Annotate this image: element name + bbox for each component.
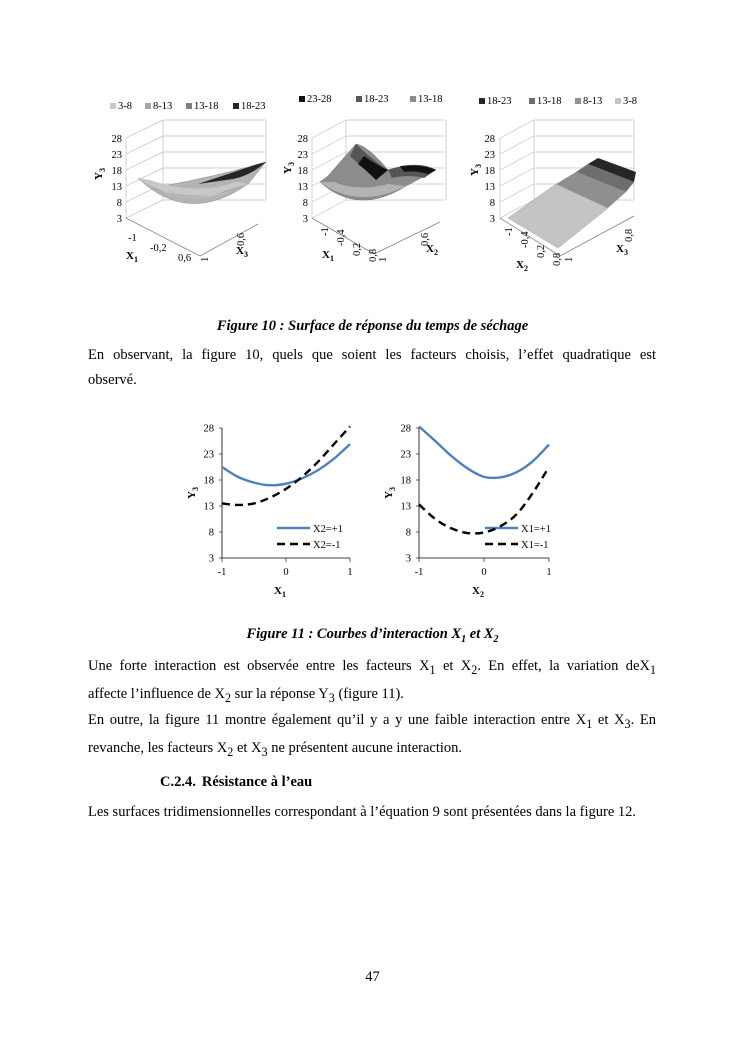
section-number: C.2.4.	[160, 774, 196, 790]
y-axis-label: $Y_3$	[383, 487, 397, 499]
caption-text: Figure 11 : Courbes d’interaction X	[246, 626, 462, 642]
y-tick-label: 18	[400, 475, 411, 487]
x-tick-label: -1	[414, 567, 424, 578]
legend-swatch	[186, 103, 192, 109]
section-title: Résistance à l’eau	[201, 774, 313, 790]
x-tick: -1	[504, 227, 515, 236]
y-tick-label: 8	[208, 527, 214, 539]
panel-legend	[479, 96, 637, 107]
text-line: Les surfaces tridimensionnelles correspondant à l’équation 9 sont présentées dans la figure 12.	[88, 804, 637, 820]
interaction-chart-x1	[186, 424, 353, 600]
y-tick-label: 3	[405, 553, 411, 565]
x-axis-label: $X_2$	[516, 259, 528, 273]
y-axis-label: $Y_3$	[469, 164, 483, 176]
legend-label: X2=+1	[313, 524, 343, 535]
text-line: observé.	[88, 371, 137, 388]
depth-axis-label: $X_2$	[426, 243, 438, 257]
y-axis-label-sub: 3	[191, 487, 200, 492]
figure-11-chart-area	[185, 420, 565, 600]
legend-label: 13-18	[537, 96, 562, 107]
depth-tick: 1	[378, 256, 389, 262]
legend-swatch	[529, 98, 535, 104]
x-axis-label: $X_1$	[274, 585, 286, 599]
legend-label: 18-23	[364, 94, 389, 105]
y-axis-label-sub: 3	[388, 487, 397, 492]
x-axis-label: $X_1$	[322, 249, 334, 263]
legend-label: 13-18	[194, 101, 219, 112]
x-tick-label: 1	[347, 567, 353, 578]
paragraph-interaction	[88, 654, 656, 711]
y-tick-label: 13	[400, 501, 411, 513]
y-tick: 3	[489, 214, 495, 225]
legend-label: 18-23	[487, 96, 512, 107]
surface	[320, 144, 436, 200]
legend-label: 23-28	[307, 94, 332, 105]
legend-label: 13-18	[418, 94, 443, 105]
legend-label: 3-8	[623, 96, 637, 107]
y-axis-label: $Y_3$	[282, 162, 296, 174]
legend-label: X1=+1	[521, 524, 551, 535]
depth-tick: 1	[564, 256, 575, 262]
y-tick: 28	[111, 134, 122, 145]
legend-label: 3-8	[118, 101, 132, 112]
surface-panel-2	[282, 94, 446, 263]
y-tick: 8	[489, 198, 495, 209]
x-tick: -1	[128, 233, 137, 244]
legend-swatch	[575, 98, 581, 104]
legend-swatch	[299, 96, 305, 102]
panel-y-axis	[112, 134, 123, 225]
panel-depth-ticks	[378, 233, 431, 262]
x-tick-label: 0	[283, 567, 289, 578]
panel-y-axis	[298, 134, 309, 225]
y-tick: 18	[484, 166, 495, 177]
y-tick-label: 23	[203, 449, 214, 461]
legend-swatch	[110, 103, 116, 109]
x-tick-label: 1	[546, 567, 552, 578]
x-tick: -1	[320, 227, 331, 236]
legend-swatch	[233, 103, 239, 109]
legend-label: 8-13	[153, 101, 173, 112]
y-tick: 28	[484, 134, 495, 145]
y-tick: 23	[297, 150, 308, 161]
panel-legend	[299, 94, 443, 105]
surface-panel-3	[469, 96, 637, 273]
paragraph-weak-interaction	[88, 708, 656, 765]
y-tick-label: 13	[203, 501, 214, 513]
legend-label: X2=-1	[313, 540, 341, 551]
paragraph-surfaces	[88, 800, 656, 825]
y-tick: 13	[111, 182, 122, 193]
depth-tick: 0,6	[236, 232, 247, 246]
text-line: Une forte interaction est observée entre les facteurs $X_1$ et $X_2$. En effet, la variation deX$_1$	[88, 658, 657, 677]
depth-axis-label: $X_3$	[616, 243, 628, 257]
depth-tick: 0,8	[624, 228, 635, 242]
y-tick: 3	[302, 214, 308, 225]
series-line-X2=+1	[222, 444, 350, 485]
x-axis-label: $X_2$	[472, 585, 484, 599]
legend-swatch	[615, 98, 621, 104]
legend-swatch	[479, 98, 485, 104]
y-tick-label: 18	[203, 475, 214, 487]
x-tick: 0,2	[536, 244, 547, 258]
x-axis-label: $X_1$	[126, 250, 138, 264]
interaction-chart-x2	[383, 424, 552, 600]
figure-10-surfaces	[88, 86, 663, 291]
caption-subscript: 1	[461, 633, 467, 645]
figure-11-caption	[0, 626, 745, 645]
surface-panel-1	[93, 101, 266, 264]
y-tick: 23	[484, 150, 495, 161]
x-tick: -0,4	[520, 231, 531, 248]
y-tick-label: 8	[405, 527, 411, 539]
text-line: En observant, la figure 10, quels que soient les facteurs choisis, l’effet quadratique est	[88, 347, 656, 363]
y-tick-label: 28	[400, 423, 411, 435]
y-tick: 18	[111, 166, 122, 177]
caption-text: et X	[466, 626, 494, 642]
panel-y-axis	[485, 134, 496, 225]
y-tick-label: 3	[208, 553, 214, 565]
y-tick: 3	[116, 214, 122, 225]
x-axis-label-sub: 2	[479, 590, 484, 599]
x-tick: 0,2	[352, 242, 363, 256]
paragraph-observation	[88, 343, 656, 392]
page-number: 47	[365, 969, 380, 985]
x-tick-label: 0	[481, 567, 487, 578]
y-tick-label: 28	[203, 423, 214, 435]
y-tick: 23	[111, 150, 122, 161]
series-line-X2=-1	[222, 426, 350, 505]
text-line: revanche, les facteurs $X_2$ et $X_3$ ne présentent aucune interaction.	[88, 740, 463, 760]
x-tick: 0,8	[368, 248, 379, 262]
y-tick: 8	[302, 198, 308, 209]
legend-swatch	[356, 96, 362, 102]
legend-label: 8-13	[583, 96, 603, 107]
y-tick: 8	[116, 198, 122, 209]
y-axis-label: $Y_3$	[93, 168, 107, 180]
legend-swatch	[410, 96, 416, 102]
series-line-X1=+1	[419, 426, 549, 478]
figure-10-caption: Figure 10 : Surface de réponse du temps de séchage	[216, 318, 529, 334]
depth-tick: 0,6	[420, 232, 431, 246]
y-tick: 13	[297, 182, 308, 193]
depth-tick: 1	[200, 256, 211, 262]
y-axis-label: $Y_3$	[186, 487, 200, 499]
y-tick: 18	[297, 166, 308, 177]
x-tick-label: -1	[217, 567, 227, 578]
legend-label: X1=-1	[521, 540, 549, 551]
x-tick: -0,4	[336, 229, 347, 246]
legend-label: 18-23	[241, 101, 266, 112]
x-tick: 0,8	[552, 252, 563, 266]
y-tick: 13	[484, 182, 495, 193]
x-tick: -0,2	[150, 243, 167, 254]
panel-legend	[110, 101, 266, 112]
section-heading	[160, 774, 312, 791]
text-line: En outre, la figure 11 montre également qu’il y a y une faible interaction entre $X_1$ et $X_3$. En	[88, 712, 657, 731]
text-line: affecte l’influence de $X_2$ sur la réponse $Y_3$ (figure 11).	[88, 686, 404, 706]
depth-axis-label: $X_3$	[236, 245, 248, 259]
x-tick: 0,6	[178, 253, 192, 264]
legend-swatch	[145, 103, 151, 109]
x-axis-label-sub: 1	[281, 590, 286, 599]
y-tick: 28	[297, 134, 308, 145]
caption-subscript: 2	[493, 633, 499, 645]
y-tick-label: 23	[400, 449, 411, 461]
